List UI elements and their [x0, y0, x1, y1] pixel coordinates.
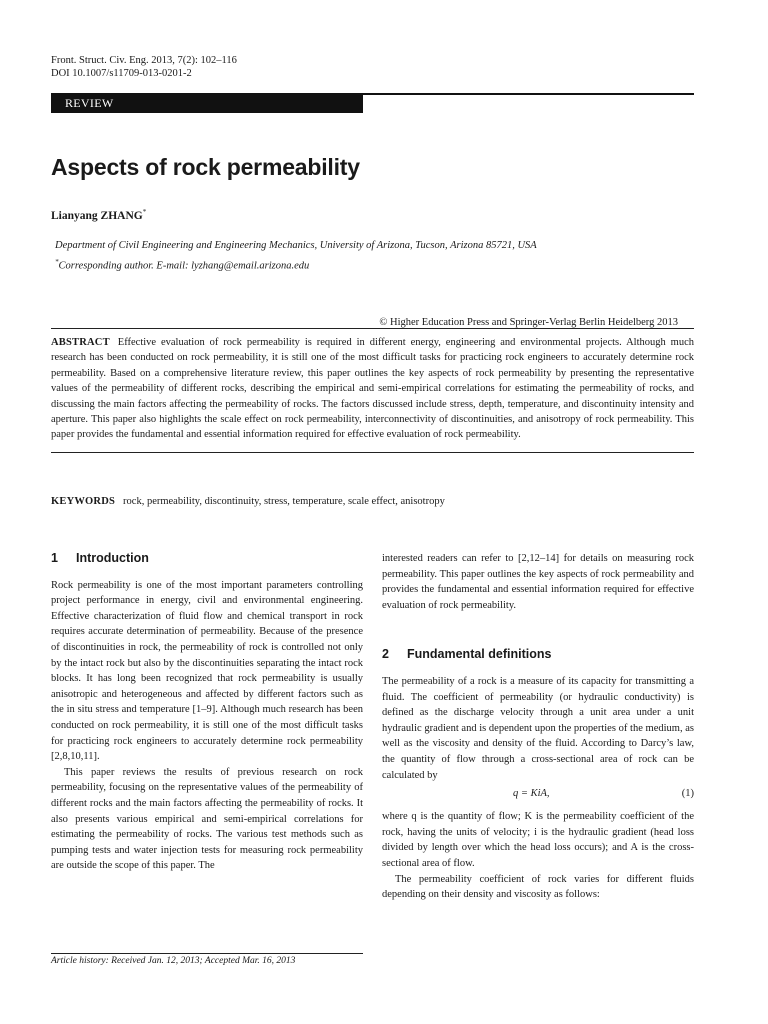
- paper-title: Aspects of rock permeability: [51, 154, 360, 180]
- journal-citation: Front. Struct. Civ. Eng. 2013, 7(2): 102–116: [51, 55, 237, 66]
- equation-1: [382, 785, 694, 805]
- article-history: Article history: Received Jan. 12, 2013; Accepted Mar. 16, 2013: [51, 956, 296, 966]
- abstract-label: ABSTRACT: [51, 337, 110, 348]
- intro-paragraph-1: Rock permeability is one of the most important parameters controlling project performance in energy, civil and environmental engineering. Effective characterization of fluid flow and chemical transport in rock requires accurate determination of permeability. Because of the presence of discontinuities in rock, the permeability of rock is controlled not only by the intact rock but also by the discontinuities separating the intact rock blocks. It has long been recognized that rock permeability is usually anisotropic and heterogeneous and affected by different factors such as the in situ stress and temperature [1–9]. Although much research has been conducted on rock permeability, it is still one of the most difficult tasks for practicing rock engineers to accurately determine rock permeability [2,8,10,11].: [51, 579, 363, 763]
- copyright-notice: © Higher Education Press and Springer-Verlag Berlin Heidelberg 2013: [379, 317, 678, 328]
- corresponding-text: Corresponding author. E-mail: lyzhang@email.arizona.edu: [58, 260, 310, 272]
- footnote-rule: [51, 953, 363, 954]
- definitions-paragraph-2: where q is the quantity of flow; K is the permeability coefficient of the rock, having the units of velocity; i is the hydraulic gradient (head loss divided by length over which the head loss occurs); and A is the cross-sectional area of flow.: [382, 811, 694, 869]
- article-type-label: REVIEW: [65, 96, 114, 110]
- section-title: Introduction: [76, 551, 149, 565]
- keywords-text: rock, permeability, discontinuity, stress, temperature, scale effect, anisotropy: [123, 496, 445, 507]
- author-mark: *: [142, 208, 147, 216]
- right-column: [382, 551, 694, 903]
- journal-header: [51, 54, 237, 80]
- abstract: [51, 335, 694, 443]
- abstract-box: [51, 328, 694, 453]
- keywords: [51, 496, 445, 507]
- author-line: [51, 208, 146, 222]
- affiliation-block: [55, 237, 537, 275]
- intro-paragraph-2: This paper reviews the results of previous research on rock permeability, focusing on the representative values of the permeability of different rocks and the main factors affecting the permeability of rocks. It also presents various empirical and semi-empirical correlations for estimating the permeability of rocks. The various test methods such as pumping tests and water injection tests for measuring rock permeability are outside the scope of this paper. The: [51, 766, 363, 872]
- intro-paragraph-3: interested readers can refer to [2,12–14] for details on measuring rock permeability. This paper outlines the key aspects of rock permeability and provides the fundamental and essential information required for effective evaluation of rock permeability.: [382, 553, 694, 611]
- equation-number: (1): [681, 788, 694, 800]
- journal-doi: DOI 10.1007/s11709-013-0201-2: [51, 68, 192, 79]
- section-title: Fundamental definitions: [407, 647, 552, 662]
- section-heading-fundamental-definitions: [382, 647, 694, 663]
- affiliation: Department of Civil Engineering and Engineering Mechanics, University of Arizona, Tucson, Arizona 85721, USA: [55, 240, 537, 251]
- equation-formula: q = KiA,: [513, 788, 550, 800]
- definitions-paragraph-1: The permeability of a rock is a measure of its capacity for transmitting a fluid. The coefficient of permeability (or hydraulic conductivity) is defined as the discharge velocity through a unit area under a unit hydraulic gradient and is dependent upon the properties of the medium, as well as the viscosity and density of the fluid. According to Darcy’s law, the quantity of flow through a cross-sectional area of rock can be calculated by: [382, 675, 694, 781]
- section-number: 1: [51, 551, 58, 565]
- corresponding-mark: *: [55, 258, 59, 266]
- abstract-text: Effective evaluation of rock permeability is required in different energy, engineering and environmental projects. Although much research has been conducted on rock permeability, it is still one of the most difficult tasks for practicing rock engineers to accurately determine rock permeability. Based on a comprehensive literature review, this paper outlines the key aspects of rock permeability by presenting the representative values of the permeability of different rocks, describing the empirical and semi-empirical correlations for estimating the permeability of rocks, and discussing the main factors affecting the permeability of rocks. The factors discussed include stress, depth, temperature, and discontinuity intensity and aperture. This paper also highlights the scale effect on rock permeability, interconnectivity of discontinuities, and anisotropy of rock permeability. This paper provides the fundamental and essential information required for effective evaluation of rock permeability.: [51, 337, 694, 441]
- section-heading-introduction: [51, 551, 363, 567]
- keywords-label: KEYWORDS: [51, 496, 116, 507]
- left-column: [51, 551, 363, 874]
- article-type-bar: [51, 93, 694, 113]
- author-name: Lianyang ZHANG: [51, 209, 143, 222]
- definitions-paragraph-3: The permeability coefficient of rock varies for different fluids depending on their density and viscosity as follows:: [382, 873, 694, 901]
- corresponding-author: [55, 254, 537, 275]
- section-number: 2: [382, 647, 389, 662]
